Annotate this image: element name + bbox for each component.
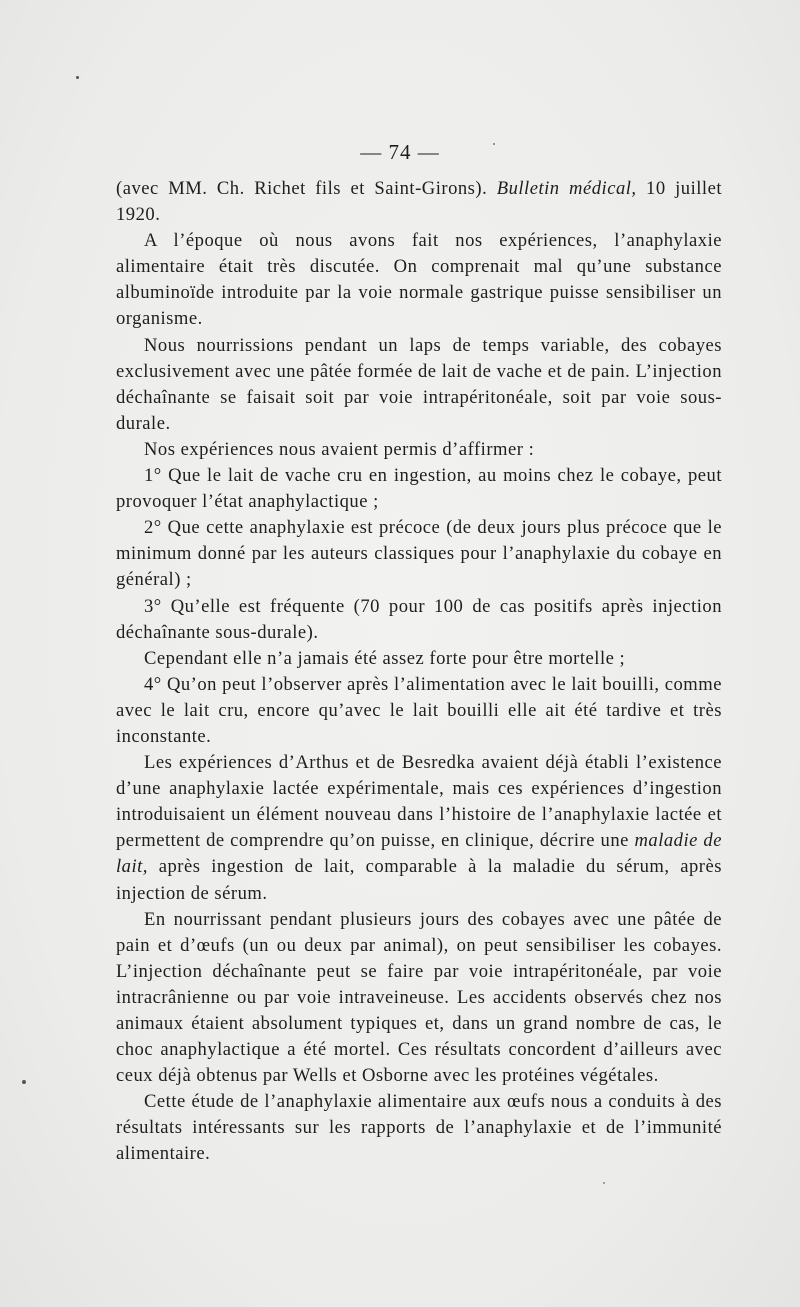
text-run: 4° Qu’on peut l’observer après l’alimentation avec le lait bouilli, comme avec le lait cru, encore qu’avec le lait bouilli elle ait été tardive et très inconstante.	[116, 673, 722, 747]
paragraph	[116, 333, 722, 437]
text-run: Nos expériences nous avaient permis d’affirmer :	[144, 438, 535, 460]
text-run: Cependant elle n’a jamais été assez forte pour être mortelle ;	[144, 647, 626, 669]
paragraph	[116, 750, 722, 907]
paragraph	[116, 672, 722, 750]
paragraph	[116, 228, 722, 332]
text-run: Cette étude de l’anaphylaxie alimentaire aux œufs nous a conduits à des résultats intéressants sur les rapports de l’anaphylaxie et de l’immunité alimentaire.	[116, 1091, 722, 1165]
paragraph	[116, 176, 722, 228]
text-run: après ingestion de lait, comparable à la maladie du sérum, après injection de sérum.	[116, 856, 722, 904]
text-run: (avec MM. Ch. Richet fils et Saint-Girons).	[116, 178, 497, 199]
paragraph	[116, 646, 722, 672]
text-run: 10 juillet 1920.	[116, 178, 722, 226]
text-run: 1° Que le lait de vache cru en ingestion, au moins chez le cobaye, peut provoquer l’état anaphylactique ;	[116, 465, 722, 513]
body-text	[116, 176, 722, 1168]
italic-text: maladie de lait,	[116, 830, 722, 878]
paragraph	[116, 515, 722, 593]
text-run: A l’époque où nous avons fait nos expériences, l’anaphylaxie alimentaire était très discutée. On comprenait mal qu’une substance albuminoïde introduite par la voie normale gastrique puisse sensibiliser un organisme.	[116, 230, 722, 330]
scan-speck	[76, 76, 79, 79]
scan-speck	[603, 1182, 605, 1184]
paragraph	[116, 463, 722, 515]
text-run: 3° Qu’elle est fréquente (70 pour 100 de cas positifs après injection déchaînante sous-durale).	[116, 595, 722, 643]
italic-text: Bulletin médical,	[496, 178, 637, 199]
text-run: En nourrissant pendant plusieurs jours des cobayes avec une pâtée de pain et d’œufs (un ou deux par animal), on peut sensibiliser les cobayes. L’injection déchaînante peut se faire par voie intrapéritonéale, par voie intracrânienne ou par voie intraveineuse. Les accidents observés chez nos animaux étaient absolument typiques et, dans un grand nombre de cas, le choc anaphylactique a été mortel. Ces résultats concordent d’ailleurs avec ceux déjà obtenus par Wells et Osborne avec les protéines végétales.	[116, 908, 722, 1087]
text-run: Nous nourrissions pendant un laps de temps variable, des cobayes exclusivement avec une pâtée formée de lait de vache et de pain. L’injection déchaînante se faisait soit par voie intrapéritonéale, soit par voie sous-durale.	[116, 334, 722, 434]
scan-speck	[493, 143, 495, 145]
page-number: — 74 —	[360, 140, 440, 164]
paragraph	[116, 907, 722, 1090]
text-run: Les expériences d’Arthus et de Besredka avaient déjà établi l’existence d’une anaphylaxie lactée expérimentale, mais ces expériences d’ingestion introduisaient un élément nouveau dans l’histoire de l’anaphylaxie lactée et permettent de comprendre qu’on puisse, en clinique, décrire une	[116, 752, 722, 852]
paragraph	[116, 437, 722, 463]
scan-speck	[22, 1080, 26, 1084]
paragraph	[116, 594, 722, 646]
text-run: 2° Que cette anaphylaxie est précoce (de deux jours plus précoce que le minimum donné par les auteurs classiques pour l’anaphylaxie du cobaye en général) ;	[116, 517, 722, 591]
paragraph	[116, 1089, 722, 1167]
